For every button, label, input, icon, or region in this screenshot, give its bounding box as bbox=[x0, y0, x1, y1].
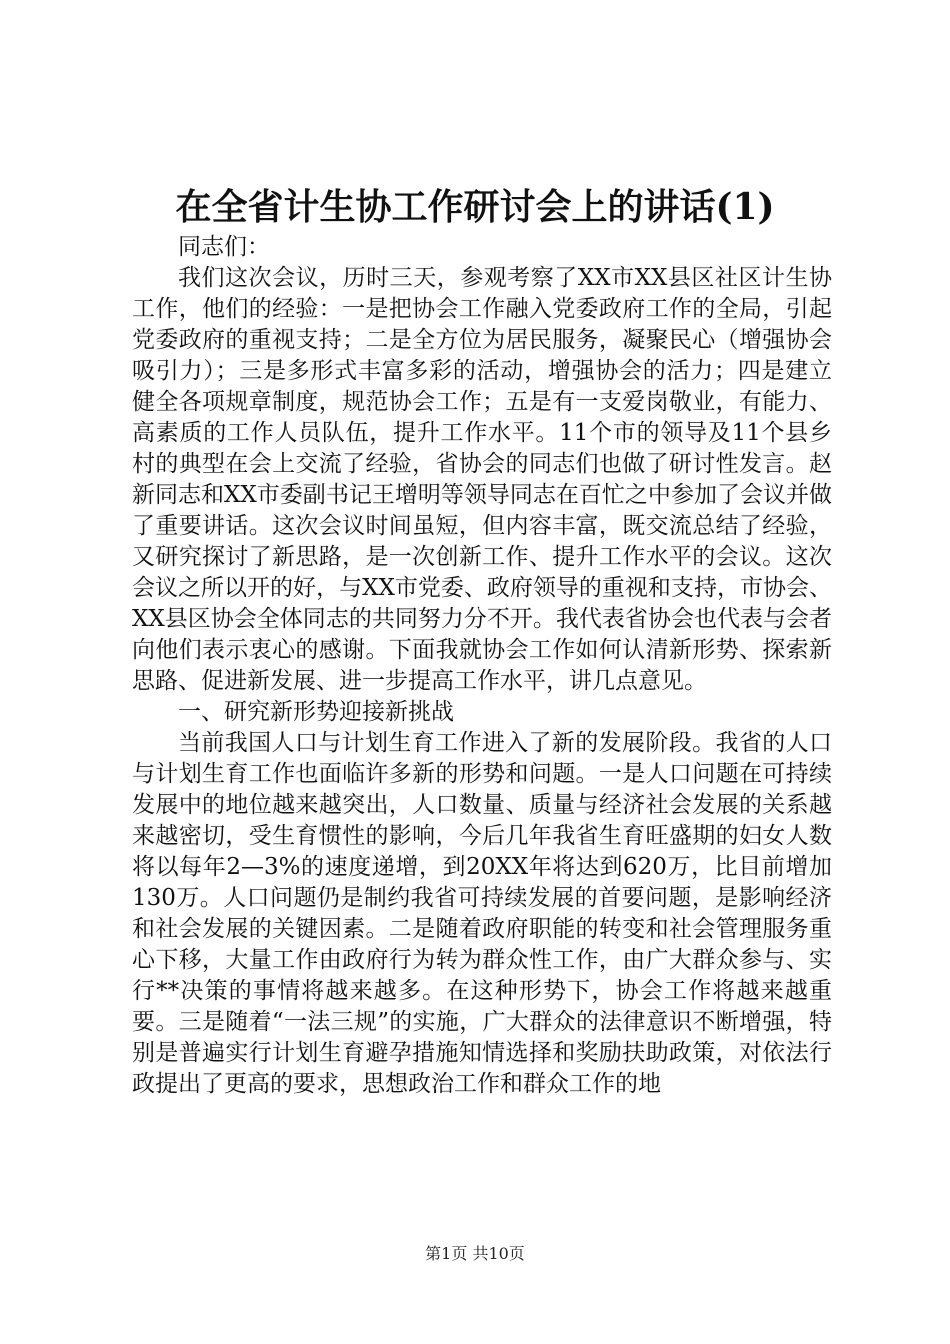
paragraph-section-1: 当前我国人口与计划生育工作进入了新的发展阶段。我省的人口与计划生育工作也面临许多新的形势和问题。一是人口问题在可持续发展中的地位越来越突出，人口数量、质量与经济社会发展的关系越来越密切，受生育惯性的影响，今后几年我省生育旺盛期的妇女人数将以每年2—3%的速度递增，到20XX年将达到620万，比目前增加130万。人口问题仍是制约我省可持续发展的首要问题，是影响经济和社会发展的关键因素。二是随着政府职能的转变和社会管理服务重心下移，大量工作由政府行为转为群众性工作，由广大群众参与、实行**决策的事情将越来越多。在这种形势下，协会工作将越来越重要。三是随着“一法三规”的实施，广大群众的法律意识不断增强，特别是普遍实行计划生育避孕措施知情选择和奖励扶助政策，对依法行政提出了更高的要求，思想政治工作和群众工作的地 bbox=[132, 730, 832, 1097]
paragraph-intro: 我们这次会议，历时三天，参观考察了XX市XX县区社区计生协工作，他们的经验：一是把协会工作融入党委政府工作的全局，引起党委政府的重视支持；二是全方位为居民服务，凝聚民心（增强协会吸引力）；三是多形式丰富多彩的活动，增强协会的活力；四是建立健全各项规章制度，规范协会工作；五是有一支爱岗敬业，有能力、高素质的工作人员队伍，提升工作水平。11个市的领导及11个县乡村的典型在会上交流了经验，省协会的同志们也做了研讨性发言。赵新同志和XX市委副书记王增明等领导同志在百忙之中参加了会议并做了重要讲话。这次会议时间虽短，但内容丰富，既交流总结了经验，又研究探讨了新思路，是一次创新工作、提升工作水平的会议。这次会议之所以开的好，与XX市党委、政府领导的重视和支持，市协会、XX县区协会全体同志的共同努力分不开。我代表省协会也代表与会者向他们表示衷心的感谢。下面我就协会工作如何认清新形势、探索新思路、促进新发展、进一步提高工作水平，讲几点意见。 bbox=[132, 265, 832, 694]
page-footer bbox=[0, 1243, 950, 1265]
section-heading-1: 一、研究新形势迎接新挑战 bbox=[178, 699, 454, 725]
salutation: 同志们： bbox=[178, 234, 270, 260]
document-title: 在全省计生协工作研讨会上的讲话(1) bbox=[175, 186, 775, 228]
page-indicator: 第1页 共10页 bbox=[425, 1244, 525, 1263]
document-body bbox=[132, 232, 832, 1100]
